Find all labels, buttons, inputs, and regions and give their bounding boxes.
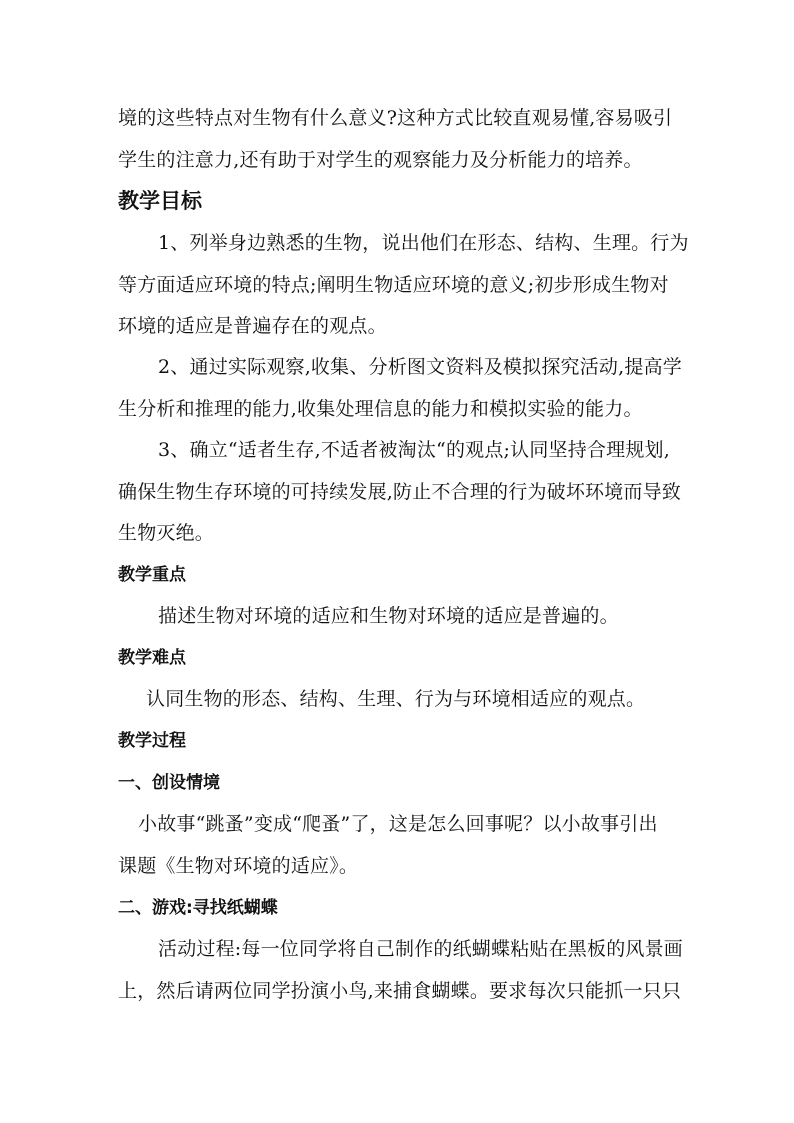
goal-3-line-1: 3、确立“适者生存,不适者被淘汰“的观点;认同坚持合理规划,	[158, 439, 670, 461]
intro-line-1: 境的这些特点对生物有什么意义?这种方式比较直观易懂,容易吸引	[118, 107, 673, 129]
goals-heading: 教学目标	[118, 189, 202, 213]
goal-1-line-1: 1、列举身边熟悉的生物，说出他们在形态、结构、生理。行为	[158, 232, 689, 254]
section-1-heading: 一、创设情境	[118, 773, 220, 793]
difficulties-text: 认同生物的形态、结构、生理、行为与环境相适应的观点。	[146, 688, 646, 710]
key-points-text: 描述生物对环境的适应和生物对环境的适应是普遍的。	[158, 605, 619, 627]
goal-2-line-2: 生分析和推理的能力,收集处理信息的能力和模拟实验的能力。	[118, 398, 643, 420]
difficulties-heading: 教学难点	[118, 648, 186, 668]
goal-3-line-2: 确保生物生存环境的可持续发展,防止不合理的行为破坏环境而导致	[118, 481, 682, 503]
goal-1-line-2: 等方面适应环境的特点;阐明生物适应环境的意义;初步形成生物对	[118, 274, 669, 296]
process-heading: 教学过程	[118, 731, 186, 751]
goal-3-line-3: 生物灭绝。	[118, 522, 215, 544]
section-2-heading: 二、游戏:寻找纸蝴蝶	[118, 898, 278, 918]
goal-2-line-1: 2、通过实际观察,收集、分析图文资料及模拟探究活动,提高学	[158, 356, 682, 378]
intro-line-2: 学生的注意力,还有助于对学生的观察能力及分析能力的培养。	[118, 149, 643, 171]
section-2-line-2: 上，然后请两位同学扮演小鸟,来捕食蝴蝶。要求每次只能抓一只只	[118, 980, 682, 1002]
section-1-line-2: 课题《生物对环境的适应》。	[118, 855, 359, 877]
key-points-heading: 教学重点	[118, 565, 186, 585]
section-2-line-1: 活动过程:每一位同学将自己制作的纸蝴蝶粘贴在黑板的风景画	[158, 938, 684, 960]
section-1-line-1: 小故事“跳蚤”变成“爬蚤”了，这是怎么回事呢？以小故事引出	[138, 813, 658, 835]
goal-1-line-3: 环境的适应是普遍存在的观点。	[118, 315, 387, 337]
